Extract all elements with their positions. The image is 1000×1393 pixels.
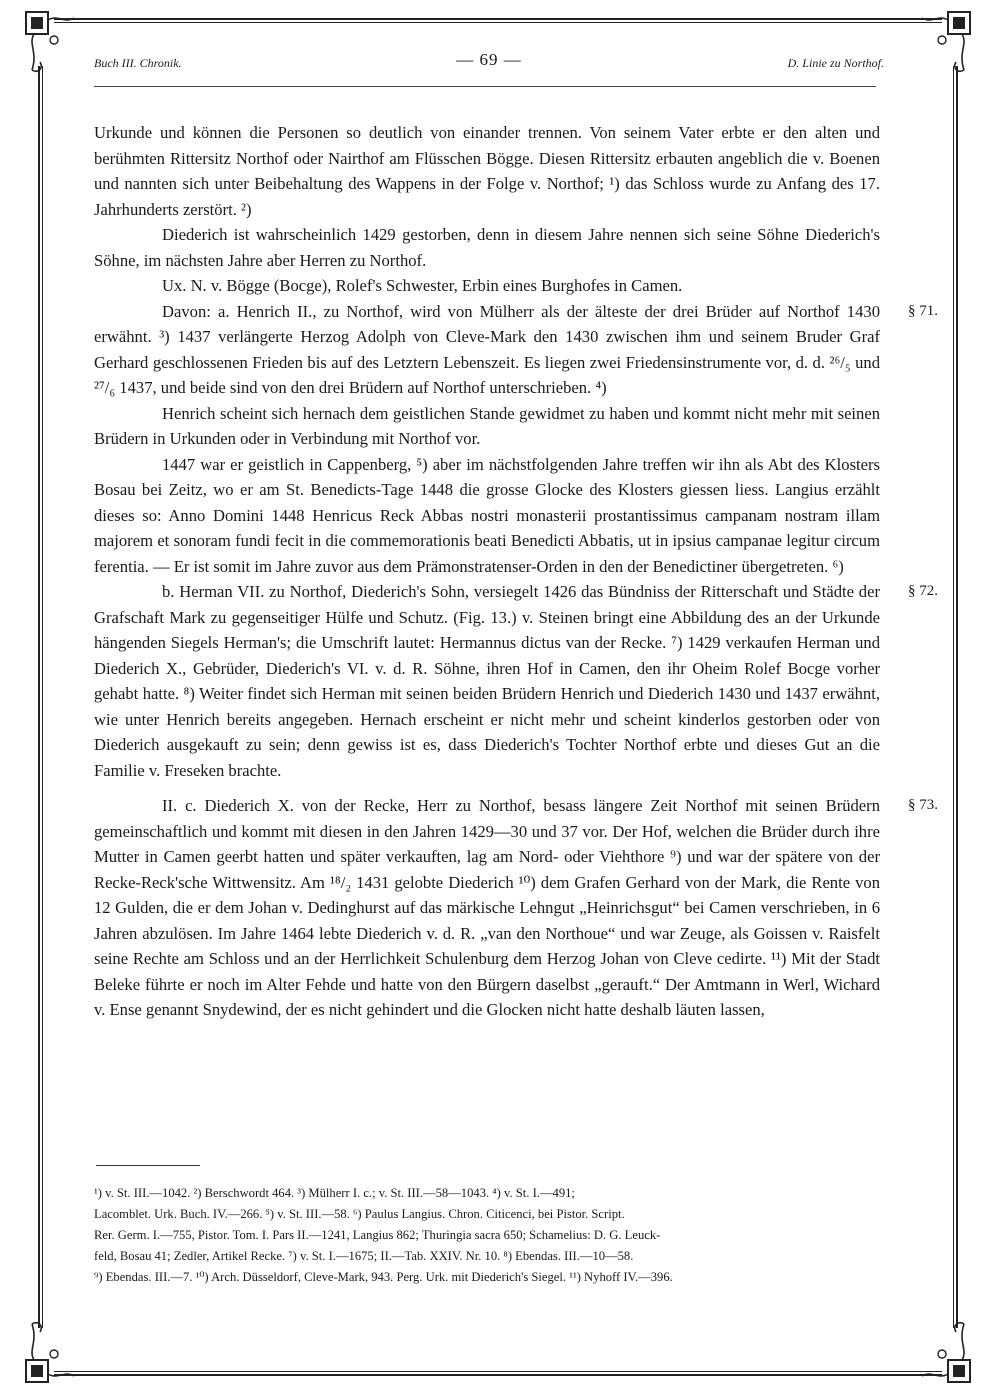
paragraph-text: b. Herman VII. zu Northof, Diederich's Sohn, versiegelt 1426 das Bündniss der Ritterschaft und Städte der Grafschaft Mark zu gegenseitiger Hülfe und Schutz. (Fig. 13.) v. Steinen bringt eine Abbildung des an der Urkunde hängenden Siegels Herman's; die Umschrift lautet: Hermannus dictus van der Recke. ⁷) 1429 verkaufen Herman und Diederich X., Gebrüder, Diederich's VI. v. d. R. Söhne, ihren Hof in Camen, den ihr Oheim Rolef Bocge vorher gehabt hatte. ⁸) Weiter findet sich Herman mit seinen beiden Brüdern Henrich und Diederich 1430 und 1437 erwähnt, wie unter Henrich bereits angegeben. Hernach erscheint er nicht mehr und scheint kinderlos gestorben oder von Diederich ausgekauft zu sein; denn gewiss ist es, dass Diederich's Tochter Northof erbte und dieses Gut an die Familie v. Freseken brachte. xyxy=(94,582,880,780)
header-rule xyxy=(94,86,876,87)
ornamental-corner-icon xyxy=(918,1314,972,1384)
footnote-line: ¹) v. St. III.—1042. ²) Berschwordt 464. ³) Mülherr I. c.; v. St. III.—58—1043. ⁴) v. St. I.—491; xyxy=(94,1186,575,1200)
ornamental-corner-icon xyxy=(918,10,972,80)
footnote-line: feld, Bosau 41; Zedler, Artikel Recke. ⁷) v. St. I.—1675; II.—Tab. XXIV. Nr. 10. ⁸) Ebendas. III.—10—58. xyxy=(94,1249,634,1263)
paragraph: 1447 war er geistlich in Cappenberg, ⁵) aber im nächstfolgenden Jahre treffen wir ihn als Abt des Klosters Bosau bei Zeitz, wo er am St. Benedicts-Tage 1448 die grosse Glocke des Klosters giessen liess. Langius erzählt dieses so: Anno Domini 1448 Henricus Reck Abbas nostri monasterii prostantissimus campanam nostram illam majorem et sonoram fundi fecit in die commemorationis beati Benedicti Abbatis, ut in ipsius campanae legitur circum ferentia. — Er ist somit im Jahre zuvor aus dem Prämonstratenser-Orden in den der Benedictiner übergetreten. ⁶) xyxy=(94,454,880,576)
page-number: — 69 — xyxy=(456,50,522,69)
running-header xyxy=(94,50,884,78)
paragraph-text: Davon: a. Henrich II., zu Northof, wird von Mülherr als der älteste der drei Brüder auf Northof 1430 erwähnt. ³) 1437 verlängerte Herzog Adolph von Cleve-Mark den 1430 zwischen ihm und seinem Bruder Graf Gerhard geschlossenen Frieden bis auf des Letztern Lebenszeit. Es liegen zwei Friedensinstrumente vor, d. d. ²⁶/₅ und ²⁷/₆ 1437, und beide sind von den drei Brüdern auf Northof unterschrieben. ⁴) xyxy=(94,301,880,397)
ornamental-corner-icon xyxy=(24,1314,78,1384)
header-right: D. Linie zu Northof. xyxy=(787,56,884,70)
margin-note: § 72. xyxy=(908,583,938,599)
paragraph: Diederich ist wahrscheinlich 1429 gestorben, denn in diesem Jahre nennen sich seine Söhne Diederich's Söhne, im nächsten Jahre aber Herren zu Northof. xyxy=(94,225,880,270)
footnote-line: Rer. Germ. I.—755, Pistor. Tom. I. Pars II.—1241, Langius 862; Thuringia sacra 650; Schamelius: D. G. Leuck- xyxy=(94,1228,661,1242)
footnote-rule xyxy=(96,1165,200,1166)
paragraph xyxy=(94,793,938,1023)
paragraph xyxy=(94,579,938,783)
margin-note: § 73. xyxy=(908,797,938,813)
paragraph xyxy=(94,299,938,401)
ornamental-corner-icon xyxy=(24,10,78,80)
main-text xyxy=(94,120,938,1023)
footnotes xyxy=(94,1183,880,1288)
paragraph: Urkunde und können die Personen so deutlich von einander trennen. Von seinem Vater erbte er den alten und berühmten Rittersitz Northof oder Nairthof am Flüsschen Bögge. Diesen Rittersitz erbauten angeblich die v. Boenen und nannten sich unter Beibehaltung des Wappens in der Folge v. Northof; ¹) das Schloss wurde zu Anfang des 17. Jahrhunderts zerstört. ²) xyxy=(94,123,880,219)
paragraph: Ux. N. v. Bögge (Bocge), Rolef's Schwester, Erbin eines Burghofes in Camen. xyxy=(162,276,683,295)
margin-note: § 71. xyxy=(908,302,938,319)
paragraph: Henrich scheint sich hernach dem geistlichen Stande gewidmet zu haben und kommt nicht mehr mit seinen Brüdern in Urkunden oder in Verbindung mit Northof vor. xyxy=(94,403,880,448)
footnote-line: ⁹) Ebendas. III.—7. ¹⁰) Arch. Düsseldorf, Cleve-Mark, 943. Perg. Urk. mit Diederich's Siegel. ¹¹) Nyhoff IV.—396. xyxy=(94,1270,673,1284)
paragraph-text: II. c. Diederich X. von der Recke, Herr zu Northof, besass längere Zeit Northof mit seinen Brüdern gemeinschaftlich und kommt mit diesen in den Jahren 1429—30 und 37 vor. Der Hof, welchen die Brüder durch ihre Mutter in Camen geerbt hatten und später verkauften, lag am Nord- oder Viehthore ⁹) und war der spätere von der Recke-Reck'sche Wittwensitz. Am ¹⁸/₂ 1431 gelobte Diederich ¹⁰) dem Grafen Gerhard von der Mark, die Rente von 12 Gulden, die er dem Johan v. Dedinghurst auf das märkische Lehngut „Heinrichsgut“ bei Camen verschrieben, in 6 Jahren abzulösen. Im Jahre 1464 lebte Diederich v. d. R. „van den Northoue“ und war Zeuge, als Goissen v. Raisfelt seine Rechte am Schloss und an der Herrlichkeit Schulenburg dem Herzog Johan von Cleve cedirte. ¹¹) Mit der Stadt Beleke führte er noch im Alter Fehde und hatte von den Bürgern daselbst „gerauft.“ Der Amtmann in Werl, Wichard v. Ense genannt Snydewind, der es nicht gehindert und die Glocken nicht hatte deshalb läuten lassen, xyxy=(94,796,880,1019)
section-gap xyxy=(94,783,880,793)
header-left: Buch III. Chronik. xyxy=(94,56,182,70)
footnote-line: Lacomblet. Urk. Buch. IV.—266. ⁵) v. St. III.—58. ⁶) Paulus Langius. Chron. Citicenci, bei Pistor. Script. xyxy=(94,1207,625,1221)
